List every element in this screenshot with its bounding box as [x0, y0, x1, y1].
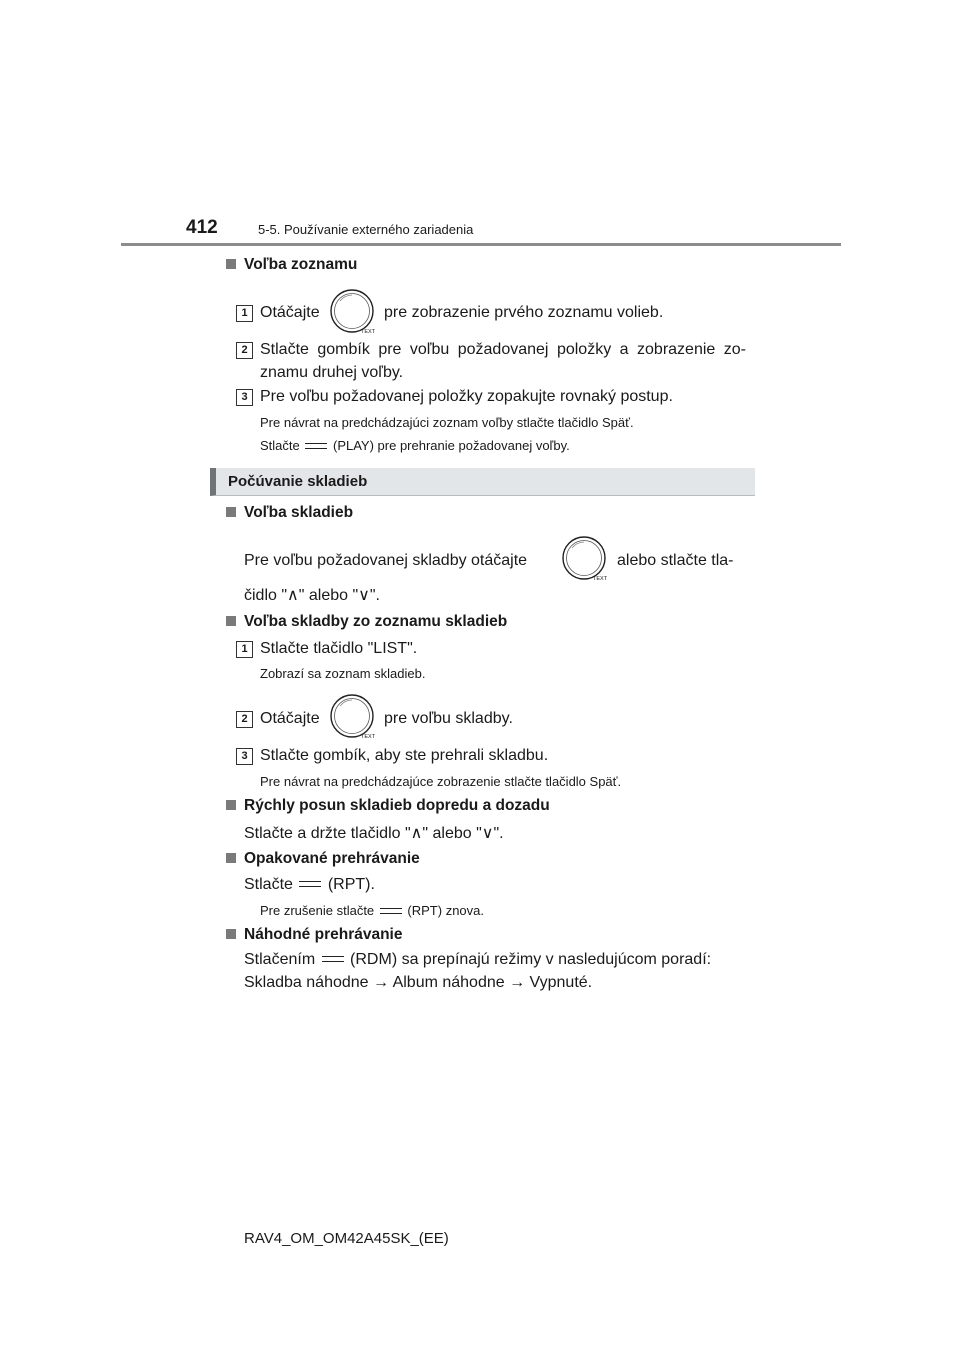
body-text	[244, 876, 375, 894]
step-text: Otáčajte	[260, 304, 320, 321]
note-text	[260, 903, 484, 918]
note-text	[260, 438, 570, 453]
heading-text: Náhodné prehrávanie	[244, 926, 403, 943]
heading-list-selection	[226, 256, 357, 274]
heading-fast-seek	[226, 797, 550, 815]
body-text: Pre voľbu požadovanej skladby otáčajte	[244, 552, 528, 569]
rdm-button-icon	[322, 956, 344, 964]
section-title: Počúvanie skladieb	[228, 473, 368, 490]
heading-repeat	[226, 850, 420, 868]
step-text: pre zobrazenie prvého zoznamu volieb.	[384, 304, 664, 321]
heading-text: Opakované prehrávanie	[244, 850, 420, 867]
bullet-square-icon	[226, 507, 236, 517]
heading-text: Rýchly posun skladieb dopredu a dozadu	[244, 797, 550, 814]
heading-text: Voľba skladieb	[244, 504, 354, 521]
step-text: pre voľbu skladby.	[384, 710, 513, 727]
step-number: 3	[236, 389, 253, 406]
heading-text: Voľba zoznamu	[244, 256, 358, 273]
step-text: Stlačte gombík, aby ste prehrali skladbu.	[260, 747, 549, 764]
body-text: alebo stlačte tla-	[617, 552, 734, 569]
note-text-part: (PLAY) pre prehranie požadovanej voľby.	[333, 438, 570, 453]
step-number: 3	[236, 748, 253, 765]
knob-label: TEXT	[361, 329, 376, 335]
step-text: Stlačte gombík pre voľbu požadovanej položky a zobrazenie zo-	[260, 341, 746, 358]
body-text: Stlačte a držte tlačidlo "∧" alebo "∨".	[244, 825, 504, 842]
heading-track-list	[226, 613, 507, 631]
note-text: Zobrazí sa zoznam skladieb.	[260, 666, 426, 681]
tune-knob-icon	[328, 692, 378, 740]
step-number: 1	[236, 641, 253, 658]
note-text-part: Stlačte	[260, 438, 300, 453]
heading-track-selection	[226, 504, 353, 522]
note-text-part: (RPT) znova.	[407, 903, 484, 918]
note-text: Pre návrat na predchádzajúce zobrazenie stlačte tlačidlo Späť.	[260, 774, 622, 789]
note-text-part: Pre zrušenie stlačte	[260, 903, 375, 918]
rpt-button-icon	[299, 881, 321, 889]
bullet-square-icon	[226, 853, 236, 863]
knob-label: TEXT	[593, 576, 608, 582]
step-text: Otáčajte	[260, 710, 320, 727]
heading-random	[226, 926, 403, 944]
step-text-continued: znamu druhej voľby.	[260, 364, 404, 381]
step-text: Pre voľbu požadovanej položky zopakujte rovnaký postup.	[260, 388, 673, 405]
section-header	[210, 468, 755, 496]
rpt-button-icon	[380, 908, 402, 916]
bullet-square-icon	[226, 616, 236, 626]
document-code: RAV4_OM_OM42A45SK_(EE)	[244, 1230, 449, 1247]
tune-knob-icon	[328, 287, 378, 335]
step-number: 1	[236, 305, 253, 322]
step-text: Stlačte tlačidlo "LIST".	[260, 640, 418, 657]
note-text: Pre návrat na predchádzajúci zoznam voľby stlačte tlačidlo Späť.	[260, 415, 634, 430]
step-number: 2	[236, 711, 253, 728]
body-text: Skladba náhodne → Album náhodne → Vypnuté.	[244, 974, 593, 991]
body-text	[244, 951, 711, 969]
bullet-square-icon	[226, 929, 236, 939]
step-number: 2	[236, 342, 253, 359]
body-text-part: Stlačením	[244, 951, 316, 968]
body-text: čidlo "∧" alebo "∨".	[244, 587, 380, 604]
chapter-title: 5-5. Používanie externého zariadenia	[258, 222, 474, 237]
knob-label: TEXT	[361, 734, 376, 740]
bullet-square-icon	[226, 800, 236, 810]
header-divider	[121, 243, 841, 246]
play-button-icon	[305, 443, 327, 451]
bullet-square-icon	[226, 259, 236, 269]
body-text-part: (RPT).	[327, 876, 375, 893]
body-text-part: Stlačte	[244, 876, 293, 893]
heading-text: Voľba skladby zo zoznamu skladieb	[244, 613, 508, 630]
tune-knob-icon	[560, 534, 610, 582]
page-number: 412	[186, 217, 218, 238]
body-text-part: (RDM) sa prepínajú režimy v nasledujúcom poradí:	[350, 951, 712, 968]
